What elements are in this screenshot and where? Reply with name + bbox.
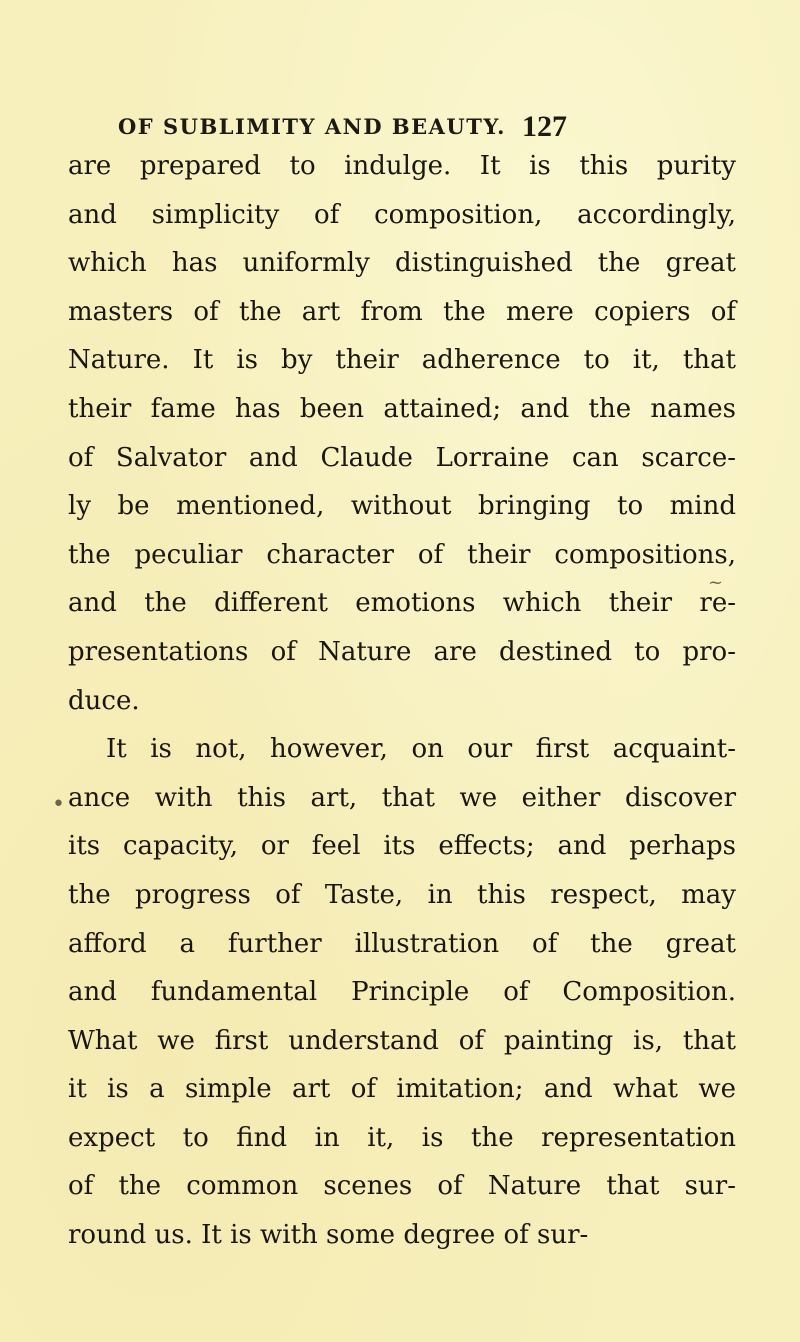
text-line: presentations of Nature are destined to pro- [68, 636, 736, 667]
running-title: OF SUBLIMITY AND BEAUTY. [118, 114, 506, 139]
margin-tilde-mark: ~ [708, 572, 724, 593]
text-line: and simplicity of composition, accordingly, [68, 199, 736, 230]
text-line: duce. [68, 685, 140, 716]
text-line: and the different emotions which their re- [68, 588, 736, 619]
text-line: which has uniformly distinguished the great [68, 248, 736, 279]
text-line: the peculiar character of their compositions, [68, 539, 736, 570]
text-line: of the common scenes of Nature that sur- [68, 1171, 736, 1202]
text-line: its capacity, or feel its effects; and perhaps [68, 831, 736, 862]
text-line: ance with this art, that we either discover [68, 782, 736, 813]
text-line: it is a simple art of imitation; and what we [68, 1074, 736, 1105]
body-text [68, 142, 736, 1260]
margin-dot-mark: • [52, 792, 65, 817]
text-line: expect to find in it, is the representation [68, 1122, 736, 1153]
page-header [0, 104, 800, 144]
text-line: round us. It is with some degree of sur- [68, 1220, 589, 1251]
text-line: and fundamental Principle of Composition. [68, 977, 736, 1008]
text-line: their fame has been attained; and the names [68, 393, 736, 424]
text-line: What we first understand of painting is, that [68, 1025, 736, 1056]
text-line: ly be mentioned, without bringing to mind [68, 491, 736, 522]
text-line: masters of the art from the mere copiers of [68, 296, 736, 327]
text-line: the progress of Taste, in this respect, may [68, 879, 736, 910]
text-line: of Salvator and Claude Lorraine can scarce- [68, 442, 736, 473]
text-line: Nature. It is by their adherence to it, that [68, 345, 736, 376]
text-line-paragraph-start: It is not, however, on our first acquaint- [106, 734, 736, 765]
text-line: are prepared to indulge. It is this purity [68, 151, 736, 181]
page-number: 127 [522, 110, 567, 143]
text-line: afford a further illustration of the great [68, 928, 736, 959]
